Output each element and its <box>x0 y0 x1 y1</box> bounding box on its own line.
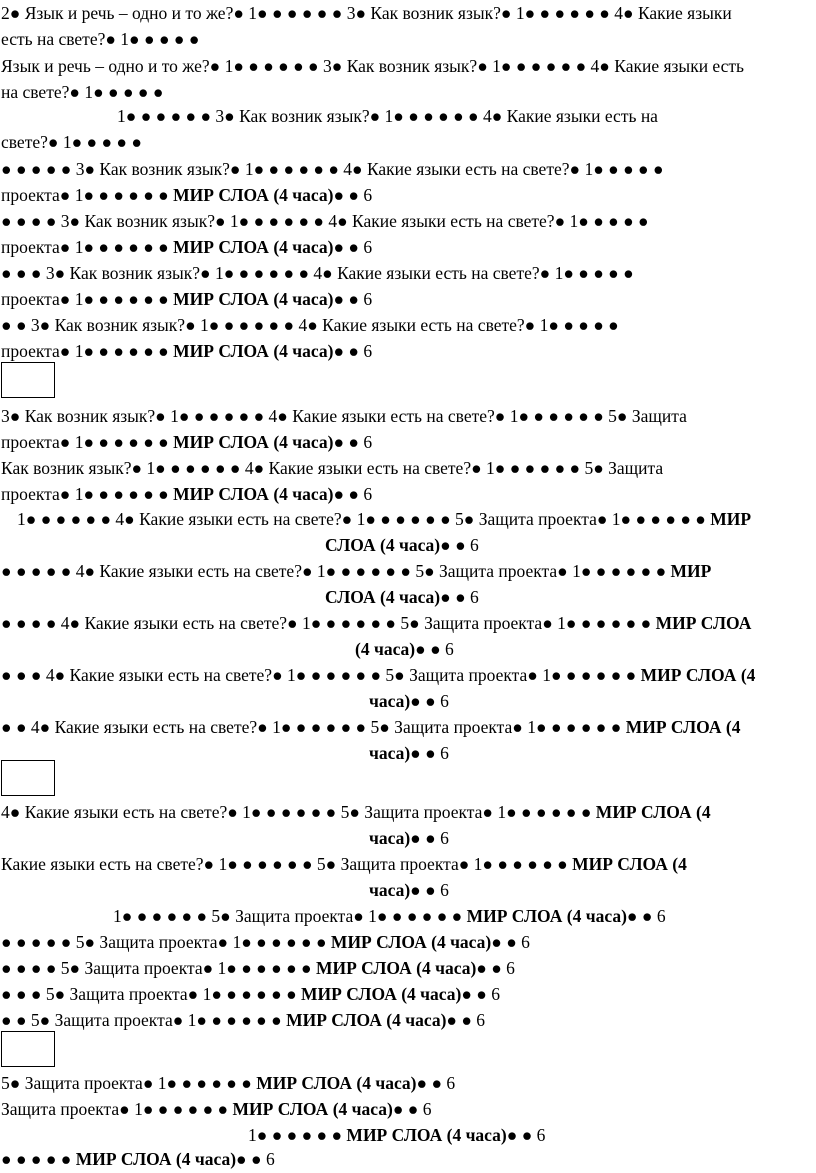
text-fragment: ● 6 <box>486 958 515 978</box>
text-line <box>1 1007 485 1033</box>
text-line <box>248 1122 545 1148</box>
text-fragment: ● 6 <box>637 906 666 926</box>
text-fragment: ● 6 <box>344 237 373 257</box>
text-line <box>1 338 372 364</box>
text-line <box>1 662 755 688</box>
bold-heading: МИР <box>670 561 712 581</box>
bold-heading: МИР СЛОА (4 часа)● <box>466 906 638 926</box>
text-fragment: ● ● ● ● ● 5● Защита проекта● 1● ● ● ● ● ● <box>1 932 327 952</box>
text-line: 3● Как возник язык?● 1● ● ● ● ● ● 4● Какие языки есть на свете?● 1● ● ● ● ● ● 5● Защита <box>1 406 687 426</box>
text-fragment: ● ● ● ● 5● Защита проекта● 1● ● ● ● ● ● <box>1 958 312 978</box>
text-line: ● ● 3● Как возник язык?● 1● ● ● ● ● ● 4● Какие языки есть на свете?● 1● ● ● ● ● <box>1 315 619 335</box>
text-fragment: ● 6 <box>425 639 454 659</box>
text-line: ● ● ● ● ● 3● Как возник язык?● 1● ● ● ● ● ● 4● Какие языки есть на свете?● 1● ● ● ● ● <box>1 159 664 179</box>
text-fragment: проекта● 1● ● ● ● ● ● <box>1 289 169 309</box>
bold-heading: (4 часа)● <box>355 639 426 659</box>
text-fragment: проекта● 1● ● ● ● ● ● <box>1 432 169 452</box>
text-line <box>325 532 479 558</box>
bold-heading: МИР СЛОА (4 <box>640 665 756 685</box>
text-line <box>1 1096 431 1122</box>
text-line <box>1 1070 455 1096</box>
bold-heading: МИР СЛОА (4 часа)● <box>346 1125 518 1145</box>
text-line <box>1 714 740 740</box>
text-line: есть на свете?● 1● ● ● ● ● <box>1 29 200 49</box>
text-line <box>17 506 751 532</box>
text-fragment: ● 6 <box>501 932 530 952</box>
text-fragment: ● 6 <box>420 828 449 848</box>
text-fragment: ● ● ● 5● Защита проекта● 1● ● ● ● ● ● <box>1 984 297 1004</box>
bold-heading: МИР СЛОА (4 часа)● <box>173 237 345 257</box>
bold-heading: МИР СЛОА (4 часа)● <box>173 289 345 309</box>
text-line <box>325 584 479 610</box>
text-fragment: ● 6 <box>450 535 479 555</box>
bold-heading: часа)● <box>369 743 421 763</box>
text-fragment: ● ● 5● Защита проекта● 1● ● ● ● ● ● <box>1 1010 282 1030</box>
text-line <box>1 981 500 1007</box>
bold-heading: МИР СЛОА (4 часа)● <box>256 1073 428 1093</box>
bold-heading: МИР СЛОА (4 <box>625 717 741 737</box>
text-line <box>113 903 666 929</box>
text-line <box>1 929 530 955</box>
text-line <box>369 825 449 851</box>
text-fragment: проекта● 1● ● ● ● ● ● <box>1 341 169 361</box>
bold-heading: часа)● <box>369 828 421 848</box>
text-fragment: ● 6 <box>344 432 373 452</box>
text-line <box>1 851 687 877</box>
text-fragment: ● 6 <box>420 880 449 900</box>
bold-heading: МИР СЛОА (4 часа)● <box>75 1149 247 1169</box>
text-line: Язык и речь – одно и то же?● 1● ● ● ● ● ● 3● Как возник язык?● 1● ● ● ● ● ● 4● Какие языки есть <box>1 56 745 76</box>
bold-heading: МИР СЛОА (4 часа)● <box>173 484 345 504</box>
image-placeholder <box>1 760 55 796</box>
text-line: свете?● 1● ● ● ● ● <box>1 132 142 152</box>
text-fragment: Какие языки есть на свете?● 1● ● ● ● ● ● 5● Защита проекта● 1● ● ● ● ● ● <box>1 854 568 874</box>
text-fragment: ● 6 <box>403 1099 432 1119</box>
text-line: Как возник язык?● 1● ● ● ● ● ● 4● Какие языки есть на свете?● 1● ● ● ● ● ● 5● Защита <box>1 458 664 478</box>
text-line <box>369 740 449 766</box>
text-fragment: ● ● ● ● ● <box>1 1149 72 1169</box>
text-line <box>1 610 751 636</box>
bold-heading: МИР СЛОА (4 часа)● <box>173 341 345 361</box>
text-line <box>1 799 711 825</box>
text-fragment: ● 6 <box>344 484 373 504</box>
text-fragment: ● 6 <box>344 341 373 361</box>
bold-heading: МИР СЛОА (4 часа)● <box>330 932 502 952</box>
text-fragment: ● 6 <box>420 743 449 763</box>
text-line <box>1 1146 275 1172</box>
bold-heading: МИР <box>710 509 752 529</box>
bold-heading: МИР СЛОА (4 <box>572 854 687 874</box>
text-fragment: ● ● ● ● 4● Какие языки есть на свете?● 1● ● ● ● ● ● 5● Защита проекта● 1● ● ● ● ● ● <box>1 613 652 633</box>
text-line <box>1 234 372 260</box>
bold-heading: МИР СЛОА (4 часа)● <box>173 185 345 205</box>
text-line <box>1 429 372 455</box>
text-fragment: ● 6 <box>246 1149 275 1169</box>
text-fragment: проекта● 1● ● ● ● ● ● <box>1 185 169 205</box>
text-line <box>1 481 372 507</box>
image-placeholder <box>1 362 55 398</box>
text-fragment: проекта● 1● ● ● ● ● ● <box>1 237 169 257</box>
text-fragment: 4● Какие языки есть на свете?● 1● ● ● ● ● ● 5● Защита проекта● 1● ● ● ● ● ● <box>1 802 592 822</box>
bold-heading: МИР СЛОА (4 часа)● <box>173 432 345 452</box>
text-fragment: ● ● ● 4● Какие языки есть на свете?● 1● ● ● ● ● ● 5● Защита проекта● 1● ● ● ● ● ● <box>1 665 637 685</box>
text-line <box>369 688 449 714</box>
text-fragment: ● ● ● ● ● 4● Какие языки есть на свете?● 1● ● ● ● ● ● 5● Защита проекта● 1● ● ● ● ● ● <box>1 561 667 581</box>
text-fragment: ● 6 <box>471 984 500 1004</box>
text-line <box>1 558 711 584</box>
text-fragment: 1● ● ● ● ● ● <box>248 1125 343 1145</box>
bold-heading: СЛОА (4 часа)● <box>325 587 451 607</box>
text-line <box>369 877 449 903</box>
image-placeholder <box>1 1031 55 1067</box>
bold-heading: часа)● <box>369 691 421 711</box>
text-fragment: 1● ● ● ● ● ● 5● Защита проекта● 1● ● ● ● ● ● <box>113 906 463 926</box>
text-fragment: ● 6 <box>456 1010 486 1030</box>
text-fragment: ● 6 <box>450 587 479 607</box>
bold-heading: СЛОА (4 часа)● <box>325 535 451 555</box>
bold-heading: часа)● <box>369 880 421 900</box>
text-fragment: Защита проекта● 1● ● ● ● ● ● <box>1 1099 229 1119</box>
text-line: ● ● ● 3● Как возник язык?● 1● ● ● ● ● ● 4● Какие языки есть на свете?● 1● ● ● ● ● <box>1 263 634 283</box>
bold-heading: МИР СЛОА (4 часа)● <box>286 1010 457 1030</box>
bold-heading: МИР СЛОА <box>655 613 752 633</box>
bold-heading: МИР СЛОА (4 часа)● <box>315 958 487 978</box>
bold-heading: МИР СЛОА (4 <box>595 802 711 822</box>
text-line <box>1 955 515 981</box>
text-fragment: ● ● 4● Какие языки есть на свете?● 1● ● ● ● ● ● 5● Защита проекта● 1● ● ● ● ● ● <box>1 717 622 737</box>
text-fragment: 5● Защита проекта● 1● ● ● ● ● ● <box>1 1073 252 1093</box>
text-fragment: 1● ● ● ● ● ● 4● Какие языки есть на свете?● 1● ● ● ● ● ● 5● Защита проекта● 1● ● ● ● ● ● <box>17 509 706 529</box>
text-fragment: ● 6 <box>344 185 373 205</box>
text-line: на свете?● 1● ● ● ● ● <box>1 82 164 102</box>
text-fragment: ● 6 <box>427 1073 456 1093</box>
text-fragment: ● 6 <box>517 1125 546 1145</box>
text-line <box>1 286 372 312</box>
text-fragment: ● 6 <box>420 691 449 711</box>
text-line: ● ● ● ● 3● Как возник язык?● 1● ● ● ● ● ● 4● Какие языки есть на свете?● 1● ● ● ● ● <box>1 211 649 231</box>
text-line: 2● Язык и речь – одно и то же?● 1● ● ● ● ● ● 3● Как возник язык?● 1● ● ● ● ● ● 4● Какие языки <box>1 3 732 23</box>
text-line <box>1 182 372 208</box>
text-fragment: ● 6 <box>344 289 373 309</box>
text-line <box>355 636 454 662</box>
text-line: 1● ● ● ● ● ● 3● Как возник язык?● 1● ● ● ● ● ● 4● Какие языки есть на <box>117 106 658 126</box>
text-fragment: проекта● 1● ● ● ● ● ● <box>1 484 169 504</box>
bold-heading: МИР СЛОА (4 часа)● <box>232 1099 404 1119</box>
bold-heading: МИР СЛОА (4 часа)● <box>301 984 472 1004</box>
